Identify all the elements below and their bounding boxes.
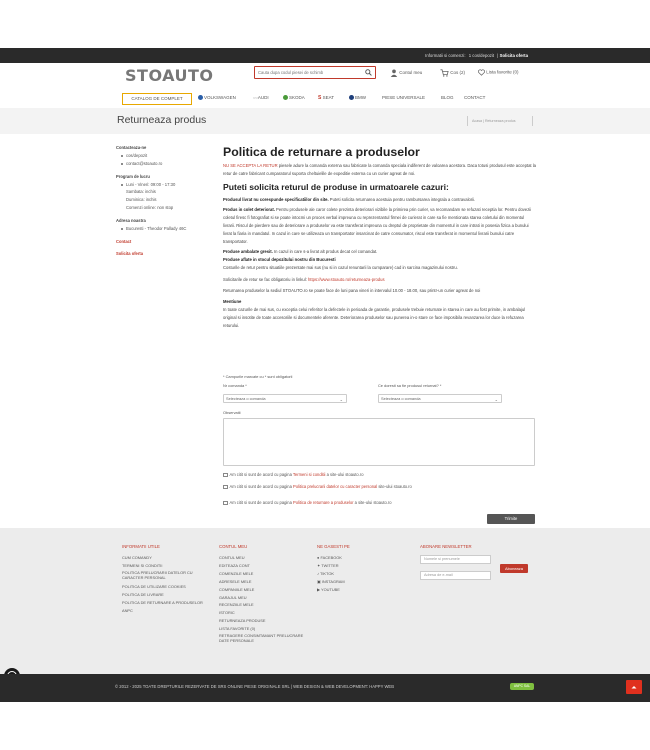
privacy-link[interactable]: Politica prelucrarii datelor cu caracter personal (293, 484, 378, 489)
return-link-paragraph: Solicitarile de retur se fac obligatoriu in linkul: https://www.stoauto.ro/returneaza-produs (223, 276, 385, 282)
footer-heading: ABONARE NEWSLETTER (420, 544, 472, 549)
account-label: Contul meu (399, 70, 423, 76)
nav-item-piese-universale[interactable]: PIESE UNIVERSALE (382, 95, 426, 100)
seat-logo-icon: S (318, 95, 322, 101)
submit-button[interactable]: Trimite (487, 514, 535, 524)
breadcrumb-current: Returneaza produs (484, 119, 516, 123)
terms-link[interactable]: Termeni si conditii (292, 472, 326, 477)
subscribe-button[interactable]: Aboneaza (500, 564, 528, 573)
tiktok-icon: ♪ (317, 570, 319, 576)
breadcrumb-home[interactable]: Acasa (472, 119, 482, 123)
nav-item-skoda[interactable]: SKODA (283, 95, 305, 100)
sidebar-offer-link[interactable]: Solicita oferta (116, 250, 144, 256)
footer (0, 528, 650, 674)
top-sep: | (497, 53, 499, 58)
product-select[interactable]: Selecteaza o comanda ⌄ (378, 394, 502, 403)
list-item: Sambata: inchis (126, 189, 156, 195)
nav-item-bmw[interactable]: BMW (349, 95, 366, 100)
logo[interactable]: STOAUTO (125, 66, 214, 85)
wishlist-label: Lista favorite (0) (486, 69, 519, 75)
case-paragraph: Produsul livrat nu corespunde specificatiilor din site. Puteti solicita returnarea acestuia pentru rambursarea integrala a contravalorii. (223, 196, 476, 202)
order-label: Nr comanda * (223, 383, 247, 388)
return-policy-link[interactable]: Politica de returnare a produselor (293, 500, 354, 505)
return-hours-paragraph: Returnarea produselor la sediul STOAUTO.ro se poate face de luni pana vineri in intervalul 10.00 - 18.00, sau printr-un curier agreat de noi (223, 287, 481, 293)
list-item[interactable]: cos/depozit (116, 152, 216, 160)
checkbox[interactable] (223, 485, 228, 490)
top-links (423, 53, 528, 58)
sidebar-heading: Contacteaza-ne (116, 145, 147, 150)
footer-link[interactable]: RETRAGERE CONSIMTAMANT PRELUCRARE DATE PERSONALE (219, 633, 304, 644)
depot-link[interactable]: 1 cos/depozit (468, 53, 495, 58)
footer-link[interactable]: TERMENI SI CONDITII (122, 562, 163, 568)
required-note: * Campurile marcate cu * sunt obligatorii (223, 374, 293, 379)
cart-label: Cos (2) (450, 70, 466, 76)
footer-link[interactable]: RECENZIILE MELE (219, 602, 254, 608)
facebook-icon: ● (317, 555, 320, 560)
list-item: Bucuresti - Theodor Pallady 46C (116, 225, 216, 233)
footer-col-social (317, 544, 397, 594)
copyright: © 2012 - 2025 TOATE DREPTURILE REZERVATE DE SRS ONLINE PIESE ORIGINALE SRL | WEB DESIGN & WEB DEVELOPMENT: HAPPY WEB (115, 684, 395, 689)
return-link[interactable]: https://www.stoauto.ro/returneaza-produs (307, 276, 385, 282)
terms-checkbox-3[interactable]: Am citit si sunt de acord cu pagina Politica de returnare a produselor a site-ului stoauto.ro (223, 500, 392, 505)
footer-link[interactable]: POLITICA DE LIVRARE (122, 592, 164, 598)
footer-col-newsletter (420, 544, 530, 554)
notes-label: Observatii (223, 410, 241, 415)
nav-item-seat[interactable]: S SEAT (318, 95, 335, 101)
wishlist-link[interactable] (478, 69, 519, 76)
case-paragraph: Produs in colet deteriorat. Pentru produsele ale caror colete prezinta deteriorari vizibile la primirea prin curier, va recomandam se refuzati receptia lor. Pentru dovezii coletul firesc fi fotografiat si se poate intocmi un proces verbal impreuna cu reprezentantul firmei de curierat in care sa fie mentionata starea coletului din momentul livrarii. Riscul de pierdere sau de deteriorare a produselor va este transferat impreuna cu dreptul de proprietate din momentul in care intrati in posesia fizica a bunului livrat la fiaria in mandatul. In cazul in care se utilizeaza un transportator insarcinat de catre consumator, riscul este transferat in momentul livrarii bunului catre transportator. (223, 207, 532, 244)
checkbox[interactable] (223, 501, 228, 506)
terms-checkbox-1[interactable]: Am citit si sunt de acord cu pagina Termeni si conditii a site-ului stoauto.ro (223, 472, 363, 477)
sidebar (116, 145, 216, 263)
sidebar-hours (116, 174, 216, 212)
chevron-down-icon: ⌄ (339, 397, 343, 402)
footer-link[interactable]: CONTUL MEU (219, 555, 245, 560)
order-select[interactable]: Selecteaza o comanda ⌄ (223, 394, 347, 403)
case-paragraph: Produse ambalate gresit. In cazul in care s-a livrat alt produs decat cel comandat. Produse aflate in stocul depozitului nostru din Bucuresti Costurile de retur pentru situatiile prezentate mai sus (nu si in cazul renuntarii la cumparare) cad in sarcina magazinului nostru. (223, 249, 458, 270)
chevron-down-icon: ⌄ (494, 397, 498, 402)
youtube-icon: ▶ (317, 586, 320, 592)
bottom-bar (0, 674, 650, 702)
instagram-icon: ▣ (317, 578, 321, 584)
header (0, 63, 650, 86)
main-content (223, 145, 536, 333)
anpc-badge[interactable]: ANPC SAL (510, 683, 534, 690)
search-icon[interactable] (365, 69, 372, 76)
cart-icon (440, 69, 449, 77)
nav-item-audi[interactable]: ○○AUDI (253, 95, 269, 100)
skoda-logo-icon (283, 95, 288, 100)
main-nav (0, 92, 650, 107)
twitter-link[interactable]: ✦ TWITTER (317, 562, 339, 568)
product-label: Ce doresti sa fie produsul returnat? * (378, 383, 442, 388)
audi-rings-icon: ○○ (253, 95, 258, 100)
bmw-logo-icon (349, 95, 354, 100)
list-item: Comenzi online: non stop (126, 204, 174, 210)
breadcrumb-sep: | (483, 119, 484, 123)
footer-link[interactable]: EDITEAZA CONT (219, 562, 250, 568)
footer-col-info (122, 544, 214, 615)
search-box (254, 66, 376, 79)
mention-paragraph: Mentiune In toate cazurile de mai sus, cu exceptia celui referitor la defectele in perioada de garantie, produsele trebuie returnate in starea in care au fost primite, in ambalajul original si insotite de toate accesoriile si documentele aferente. Deteriorarea produselor sau punerea in-o stare ce face imposibila revanzarea lor duce la refuzarea returului. (223, 299, 526, 328)
nav-item-blog[interactable]: BLOG (441, 95, 454, 100)
nav-item-contact[interactable]: CONTACT (464, 95, 486, 100)
sidebar-contact (116, 145, 216, 168)
footer-col-account (219, 544, 307, 646)
chevron-up-icon (626, 680, 642, 694)
catalog-button[interactable]: CATALOG DE COMPLET (122, 93, 192, 105)
nav-item-volkswagen[interactable]: VOLKSWAGEN (198, 95, 236, 100)
intro-paragraph: NU SE ACCEPTA LA RETUR piesele adure la comanda externa sau fabricate la comanda speciala indiferent de valoarea acestora. Daca totusi produsul este acceptat la retur de catre fabricant cumparatorul suporta cheltuielile de expeditie externa cu un curier agreat de noi. (223, 163, 536, 176)
youtube-link[interactable]: ▶ YOUTUBE (317, 586, 340, 592)
heart-icon (478, 69, 485, 76)
footer-link[interactable]: POLITICA DE RETURNARE A PRODUSELOR (122, 599, 203, 605)
footer-heading: CONTUL MEU (219, 544, 248, 549)
footer-link[interactable]: ADRESELE MELE (219, 578, 252, 584)
breadcrumb (467, 116, 533, 126)
footer-heading: INFORMATII UTILE (122, 544, 160, 549)
content-heading: Politica de returnare a produselor (223, 145, 420, 159)
footer-link[interactable]: ISTORIC (219, 610, 235, 616)
mention-heading: Mentiune (223, 299, 242, 305)
footer-link[interactable]: POLITICA PRELUCRARII DATELOR CU CARACTER PERSONAL (122, 569, 193, 581)
tiktok-link[interactable]: ♪ TIKTOK (317, 570, 334, 576)
footer-link[interactable]: GARAJUL MEU (219, 594, 247, 600)
cart-link[interactable] (440, 69, 465, 77)
search-input[interactable] (255, 67, 360, 78)
newsletter-email-input[interactable]: Adresa de e-mail (420, 571, 491, 580)
checkbox[interactable] (223, 473, 228, 478)
footer-link[interactable]: ANPC (122, 607, 133, 613)
footer-link[interactable]: LISTA FAVORITE (0) (219, 626, 256, 632)
info-link[interactable]: Informatii si comenzi: (425, 53, 466, 58)
facebook-link[interactable]: ● FACEBOOK (317, 555, 342, 560)
terms-checkbox-2[interactable]: Am citit si sunt de acord cu pagina Politica prelucrarii datelor cu caracter personal site-ului stoauto.ro (223, 484, 412, 489)
list-item: Luni - Vineri: 09:00 - 17:30 (116, 181, 216, 189)
sidebar-heading: Adresa noastra (116, 217, 146, 223)
page-title-bar (0, 108, 650, 134)
footer-link[interactable]: RETURNEAZA PRODUSE (219, 618, 266, 624)
vw-logo-icon (198, 95, 203, 100)
scroll-to-top-button[interactable] (626, 680, 642, 694)
instagram-link[interactable]: ▣ INSTAGRAM (317, 578, 345, 584)
notes-textarea[interactable] (223, 418, 535, 466)
agency-link[interactable]: WEB DESIGN & WEB DEVELOPMENT: HAPPY WEB (293, 684, 395, 689)
footer-link[interactable]: CUM COMANDY (122, 555, 152, 560)
user-icon (390, 69, 398, 77)
twitter-icon: ✦ (317, 562, 321, 568)
sidebar-heading: Program de lucru (116, 173, 150, 179)
list-item[interactable]: contact@stoauto.ro (116, 160, 216, 168)
page-title: Returneaza produs (117, 114, 207, 126)
list-item: Duminica: inchis (126, 197, 157, 203)
footer-link[interactable]: COMENZILE MELE (219, 570, 254, 576)
footer-link[interactable]: POLITICA DE UTILIZARE COOKIES (122, 584, 186, 590)
account-link[interactable] (390, 69, 422, 77)
footer-link[interactable]: COMPANIILE MELE (219, 586, 255, 592)
top-bar (0, 48, 650, 63)
sidebar-address (116, 218, 216, 233)
footer-heading: NE GASESTI PE (317, 544, 350, 549)
sidebar-contact-link[interactable]: Contact (116, 238, 132, 244)
offer-link[interactable]: Solicita oferta (499, 53, 528, 58)
content-subheading: Puteti solicita returul de produse in urmatoarele cazuri: (223, 181, 449, 192)
newsletter-name-input[interactable]: Numele si prenumele (420, 555, 491, 564)
